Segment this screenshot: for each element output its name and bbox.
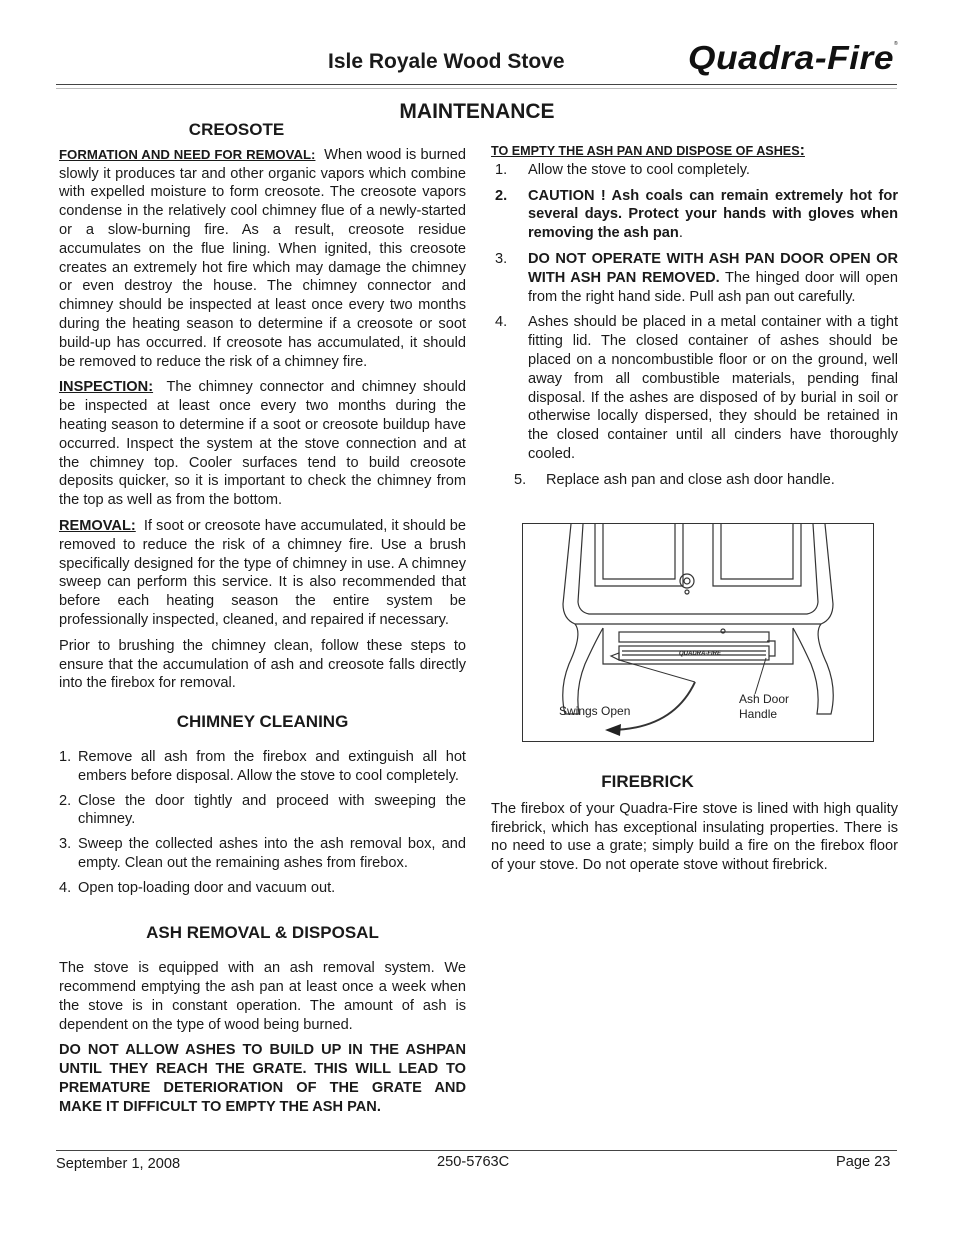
list-item: 3. Sweep the collected ashes into the ash removal box, and empty. Clean out the remaining ashes from firebox. bbox=[59, 836, 466, 871]
right-column bbox=[491, 142, 898, 490]
empty-pan-heading: TO EMPTY THE ASH PAN AND DISPOSE OF ASHES: bbox=[491, 142, 805, 159]
formation-label: FORMATION AND NEED FOR REMOVAL: bbox=[59, 146, 316, 162]
list-item: 4. Open top-loading door and vacuum out. bbox=[59, 879, 336, 896]
list-item: 5. Replace ash pan and close ash door handle. bbox=[514, 471, 835, 488]
chimney-cleaning-heading: CHIMNEY CLEANING bbox=[176, 712, 349, 732]
inspection-text: The chimney connector and chimney should be inspected at least once every two months during the heating season to determine if a soot or creosote buildup have occurred. Inspect the system at the stove connection and at the chimney top. Cooler surfaces tend to build creosote deposits quicker, so it is important to check the chimney from the top as well as from the bottom. bbox=[59, 379, 466, 509]
removal-label: REMOVAL: bbox=[59, 517, 136, 534]
header-rule-thin bbox=[56, 88, 897, 89]
list-item: 2. Close the door tightly and proceed with sweeping the chimney. bbox=[59, 792, 466, 828]
list-item: 1. Remove all ash from the firebox and extinguish all hot embers before disposal. Allow the stove to cool completely. bbox=[59, 748, 466, 784]
firebrick-heading: FIREBRICK bbox=[601, 772, 694, 791]
list-item: 2. CAUTION ! Ash coals can remain extremely hot for several days. Protect your hands with gloves when removing the ash pan. bbox=[495, 187, 898, 242]
brand-text: Quadra-Fire bbox=[688, 39, 894, 76]
ash-removal-heading: ASH REMOVAL & DISPOSAL bbox=[146, 923, 379, 943]
inspection-label: INSPECTION: bbox=[59, 379, 154, 396]
footer-page-number: Page 23 bbox=[836, 1154, 891, 1170]
header-rule bbox=[56, 84, 897, 85]
ash-removal-intro: The stove is equipped with an ash removal system. We recommend emptying the ash pan at least once a week when the stove is in constant operation. The amount of ash is dependent on the type of wood being burned. bbox=[59, 960, 466, 1033]
list-item: 1. Allow the stove to cool completely. bbox=[495, 161, 750, 178]
section-title: MAINTENANCE bbox=[399, 100, 555, 123]
footer-rule bbox=[56, 1150, 897, 1151]
document-title: Isle Royale Wood Stove bbox=[328, 50, 565, 73]
firebrick-text: The firebox of your Quadra-Fire stove is lined with high quality firebrick, which has exceptional insulating properties. There is no need to use a grate; simply build a fire on the firebox floor of your stove. Do not operate stove without firebrick. bbox=[491, 800, 898, 874]
creosote-heading: CREOSOTE bbox=[188, 120, 285, 139]
firebrick-section bbox=[491, 773, 898, 875]
ash-door-handle-label: Ash Door Handle bbox=[739, 692, 790, 721]
inspection-paragraph bbox=[59, 378, 466, 510]
removal-paragraph bbox=[59, 517, 466, 630]
empty-pan-steps bbox=[491, 161, 898, 490]
quadra-fire-logo bbox=[686, 38, 900, 76]
list-item: 4. Ashes should be placed in a metal container with a tight fitting lid. The closed container of ashes should be placed on a noncombustible floor or on the ground, well away from all combustible materials, pending final disposal. If the ashes are disposed of by burial in soil or otherwise locally dispersed, they should be retained in the closed container until all cinders have thoroughly cooled. bbox=[495, 314, 898, 462]
footer-doc-number: 250-5763C bbox=[437, 1154, 510, 1170]
swings-open-label: Swings Open bbox=[559, 704, 631, 718]
footer-date: September 1, 2008 bbox=[56, 1156, 181, 1172]
prior-paragraph: Prior to brushing the chimney clean, follow these steps to ensure that the accumulation of ash and creosote falls directly into the firebox for removal. bbox=[59, 637, 466, 692]
svg-text:®: ® bbox=[894, 41, 898, 47]
list-item: 3. DO NOT OPERATE WITH ASH PAN DOOR OPEN OR WITH ASH PAN REMOVED. The hinged door will open from the right hand side. Pull ash pan out carefully. bbox=[495, 250, 898, 305]
left-column bbox=[59, 121, 466, 1117]
ash-warning: DO NOT ALLOW ASHES TO BUILD UP IN THE ASHPAN UNTIL THEY REACH THE GRATE. THIS WILL LEAD TO PREMATURE DETERIORATION OF THE GRATE AND MAKE IT DIFFICULT TO EMPTY THE ASH PAN. bbox=[59, 1042, 466, 1115]
chimney-cleaning-steps bbox=[59, 748, 466, 898]
ash-pan-figure bbox=[522, 523, 874, 742]
removal-text: If soot or creosote have accumulated, it should be removed to reduce the risk of a chimney fire. Use a brush specifically designed for the type of chimney in use. A chimney sweep can perform this service. It is also recommended that before each heating season the entire system be professionally inspected, cleaned, and repaired if necessary. bbox=[59, 517, 466, 628]
formation-paragraph bbox=[59, 146, 466, 372]
plate-logo-text: QUADRA-FIRE bbox=[679, 651, 721, 657]
formation-text: When wood is burned slowly it produces tar and other organic vapors which combine with expelled moisture to form creosote. The creosote vapors condense in the relatively cool chimney flue of a newly-started or a slow-burning fire. As a result, creosote residue accumulates on the flue lining. When ignited, this creosote creates an extremely hot fire which may damage the chimney or even destroy the house. The chimney connector and chimney should be inspected at least once every two months during the heating season to determine if a creosote or soot build-up has occurred. If creosote has accumulated, it should be removed to reduce the risk of a chimney fire. bbox=[59, 146, 466, 370]
